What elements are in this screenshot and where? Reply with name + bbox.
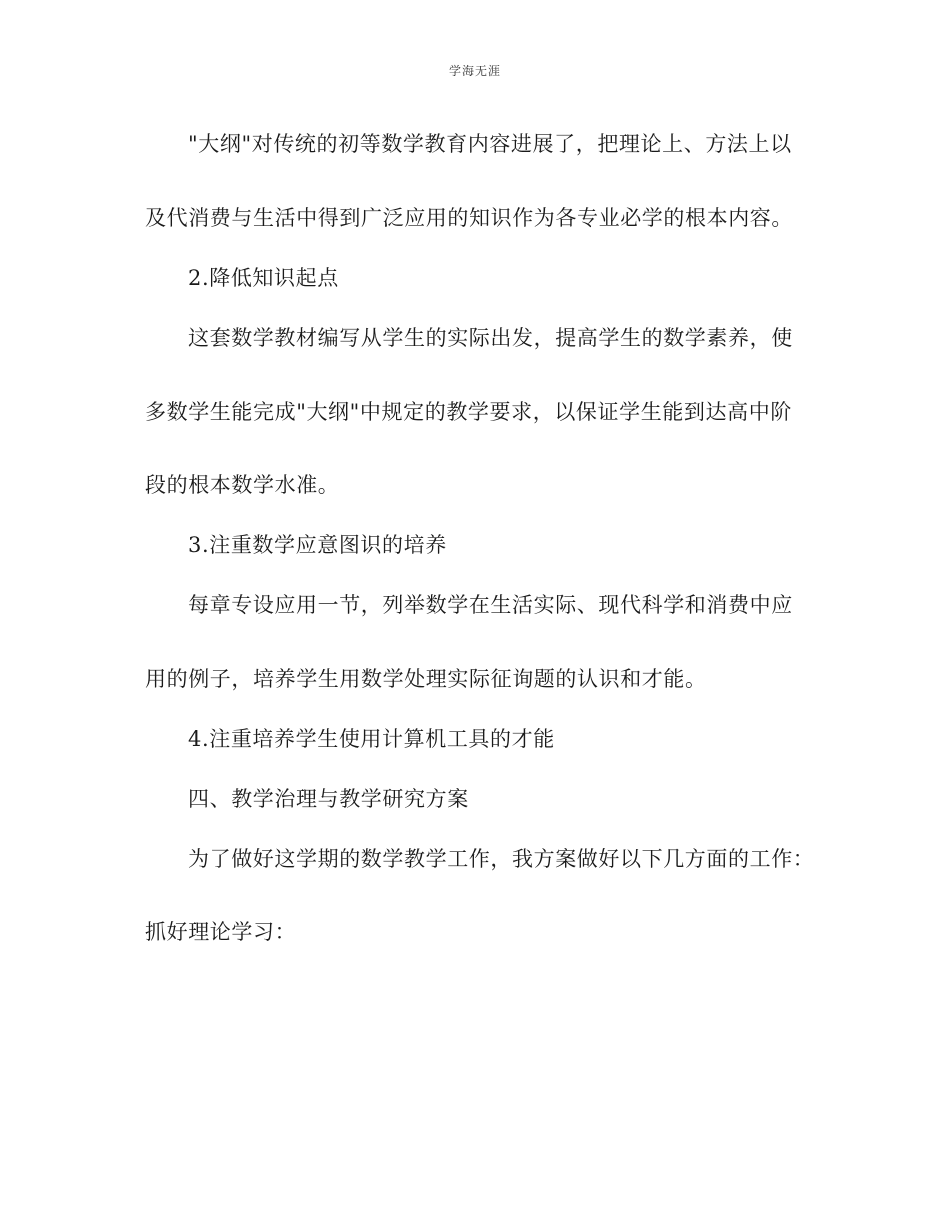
paragraph-line: 抓好理论学习： (145, 920, 297, 944)
section-heading: 3.注重数学应意图识的培养 (188, 533, 447, 557)
paragraph-line: 用的例子，培养学生用数学处理实际征询题的认识和才能。 (145, 667, 707, 691)
paragraph-line: 多数学生能完成"大纲"中规定的教学要求，以保证学生能到达高中阶 (145, 400, 792, 424)
section-heading: 2.降低知识起点 (188, 266, 339, 290)
page-header: 学海无涯 (448, 64, 501, 78)
paragraph-line: 每章专设应用一节，列举数学在生活实际、现代科学和消费中应 (188, 593, 793, 617)
paragraph-line: 及代消费与生活中得到广泛应用的知识作为各专业必学的根本内容。 (145, 206, 793, 230)
paragraph-line: 段的根本数学水准。 (145, 473, 340, 497)
section-heading: 4.注重培养学生使用计算机工具的才能 (188, 727, 555, 751)
paragraph-line: 这套数学教材编写从学生的实际出发，提高学生的数学素养，使 (188, 326, 793, 350)
paragraph-line: 为了做好这学期的数学教学工作，我方案做好以下几方面的工作： (188, 847, 815, 871)
paragraph-line: "大纲"对传统的初等数学教育内容进展了，把理论上、方法上以 (188, 132, 792, 156)
section-heading: 四、教学治理与教学研究方案 (188, 787, 469, 811)
